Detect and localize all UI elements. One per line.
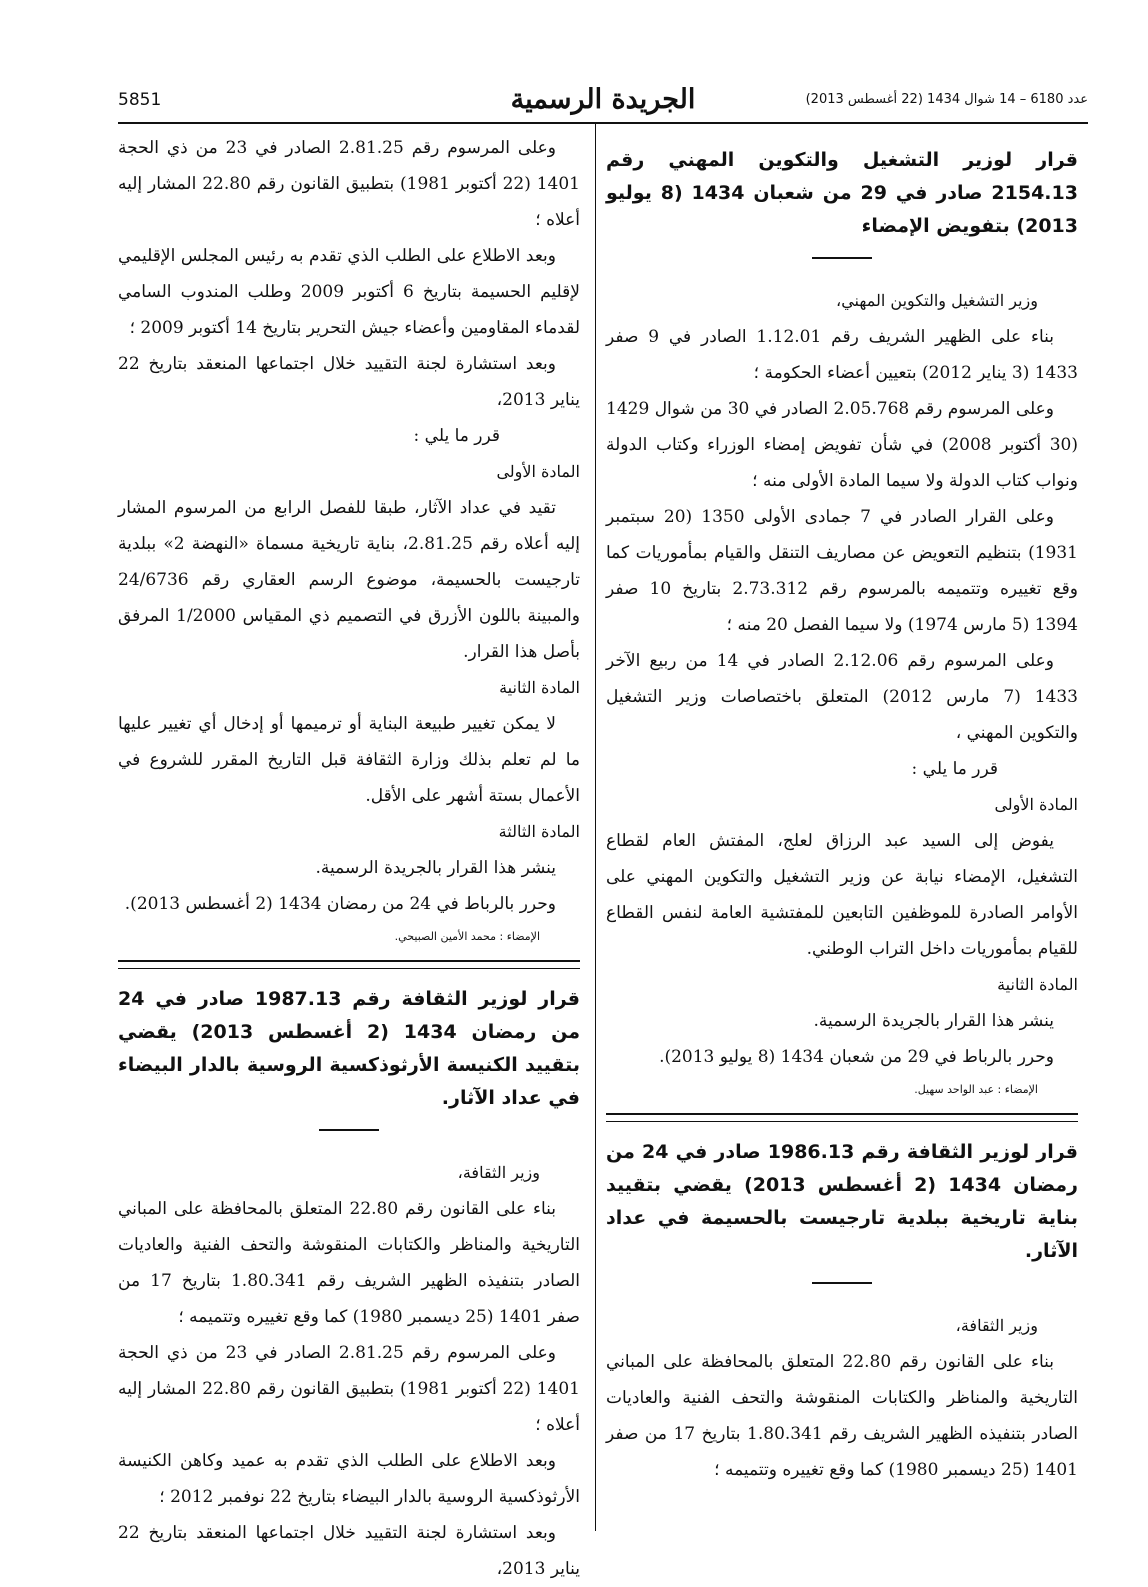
- decision-title-1987: قرار لوزير الثقافة رقم 1987.13 صادر في 24 من رمضان 1434 (2 أغسطس 2013) يقضي بتقييد الكنيسة الأرثوذكسية الروسية بالدار البيضاء في عداد الآثار.: [118, 988, 580, 1109]
- preamble-paragraph: وعلى المرسوم رقم 2.12.06 الصادر في 14 من ربيع الآخر 1433 (7 مارس 2012) المتعلق باختصاصات وزير التشغيل والتكوين المهني ،: [606, 651, 1078, 743]
- right-column: [606, 130, 1078, 1488]
- signature: الإمضاء : عبد الواحد سهيل.: [914, 1083, 1038, 1096]
- section-rule: [118, 968, 580, 969]
- decides-heading: قرر ما يلي :: [911, 759, 998, 779]
- article-heading: المادة الثانية: [499, 678, 580, 697]
- minister-heading: وزير الثقافة،: [457, 1163, 540, 1182]
- decides-heading: قرر ما يلي :: [413, 426, 500, 446]
- preamble-paragraph: بناء على الظهير الشريف رقم 1.12.01 الصادر في 9 صفر 1433 (3 يناير 2012) بتعيين أعضاء الحكومة ؛: [606, 327, 1078, 383]
- section-rule: [606, 1121, 1078, 1122]
- signature: الإمضاء : محمد الأمين الصبيحي.: [394, 930, 540, 943]
- title-separator: [319, 1129, 379, 1131]
- preamble-paragraph: وعلى المرسوم رقم 2.81.25 الصادر في 23 من ذي الحجة 1401 (22 أكتوبر 1981) بتطبيق القانون رقم 22.80 المشار إليه أعلاه ؛: [118, 138, 580, 230]
- article-text: لا يمكن تغيير طبيعة البناية أو ترميمها أو إدخال أي تغيير عليها ما لم تعلم بذلك وزارة الثقافة قبل التاريخ المقرر للشروع في الأعمال بستة أشهر على الأقل.: [118, 714, 580, 806]
- article-heading: المادة الثالثة: [498, 822, 580, 841]
- minister-heading: وزير التشغيل والتكوين المهني،: [836, 291, 1038, 310]
- article-text: تقيد في عداد الآثار، طبقا للفصل الرابع من المرسوم المشار إليه أعلاه رقم 2.81.25، بناية تاريخية مسماة «النهضة 2» ببلدية تارجيست بالحسيمة، موضوع الرسم العقاري رقم 24/6736 والمبينة باللون الأزرق في التصميم ذي المقياس 1/2000 المرفق بأصل هذا القرار.: [118, 498, 580, 662]
- article-text: ينشر هذا القرار بالجريدة الرسمية.: [315, 858, 556, 878]
- decision-title-2154: قرار لوزير التشغيل والتكوين المهني رقم 2154.13 صادر في 29 من شعبان 1434 (8 يوليو 2013) بتفويض الإمضاء: [606, 149, 1078, 237]
- preamble-paragraph: بناء على القانون رقم 22.80 المتعلق بالمحافظة على المباني التاريخية والمناظر والكتابات المنقوشة والتحف الفنية والعاديات الصادر بتنفيذه الظهير الشريف رقم 1.80.341 بتاريخ 17 من صفر 1401 (25 ديسمبر 1980) كما وقع تغييره وتتميمه ؛: [606, 1352, 1078, 1480]
- gazette-title: الجريدة الرسمية: [510, 84, 696, 115]
- article-text: يفوض إلى السيد عبد الرزاق لعلج، المفتش العام لقطاع التشغيل، الإمضاء نيابة عن وزير التشغيل والتكوين المهني على الأوامر الصادرة للموظفين التابعين للمفتشية العامة لنفس القطاع للقيام بمأموريات داخل التراب الوطني.: [606, 831, 1078, 959]
- preamble-paragraph: بناء على القانون رقم 22.80 المتعلق بالمحافظة على المباني التاريخية والمناظر والكتابات المنقوشة والتحف الفنية والعاديات الصادر بتنفيذه الظهير الشريف رقم 1.80.341 بتاريخ 17 من صفر 1401 (25 ديسمبر 1980) كما وقع تغييره وتتميمه ؛: [118, 1199, 581, 1327]
- article-text: ينشر هذا القرار بالجريدة الرسمية.: [813, 1011, 1054, 1031]
- article-heading: المادة الأولى: [994, 795, 1078, 814]
- article-heading: المادة الأولى: [496, 462, 580, 481]
- article-heading: المادة الثانية: [997, 975, 1078, 994]
- page-number: 5851: [118, 90, 162, 110]
- section-rule: [118, 960, 580, 962]
- header-rule: [118, 122, 1088, 124]
- preamble-paragraph: وعلى القرار الصادر في 7 جمادى الأولى 1350 (20 سبتمبر 1931) بتنظيم التعويض عن مصاريف التنقل والقيام بمأموريات كما وقع تغييره وتتميمه بالمرسوم رقم 2.73.312 بتاريخ 10 صفر 1394 (5 مارس 1974) ولا سيما الفصل 20 منه ؛: [606, 507, 1078, 635]
- done-at: وحرر بالرباط في 24 من رمضان 1434 (2 أغسطس 2013).: [124, 894, 556, 914]
- preamble-paragraph: وعلى المرسوم رقم 2.05.768 الصادر في 30 من شوال 1429 (30 أكتوبر 2008) في شأن تفويض إمضاء الوزراء وكتاب الدولة ونواب كتاب الدولة ولا سيما المادة الأولى منه ؛: [606, 399, 1078, 491]
- preamble-paragraph: وبعد استشارة لجنة التقييد خلال اجتماعها المنعقد بتاريخ 22 يناير 2013،: [118, 354, 580, 410]
- title-separator: [812, 1282, 872, 1284]
- page-header: [118, 86, 1088, 120]
- preamble-paragraph: وبعد الاطلاع على الطلب الذي تقدم به رئيس المجلس الإقليمي لإقليم الحسيمة بتاريخ 6 أكتوبر 2009 وطلب المندوب السامي لقدماء المقاومين وأعضاء جيش التحرير بتاريخ 14 أكتوبر 2009 ؛: [118, 246, 580, 338]
- preamble-paragraph: وبعد الاطلاع على الطلب الذي تقدم به عميد وكاهن الكنيسة الأرثوذكسية الروسية بالدار البيضاء بتاريخ 22 نوفمبر 2012 ؛: [118, 1451, 580, 1507]
- issue-line: عدد 6180 – 14 شوال 1434 (22 أغسطس 2013): [805, 92, 1088, 107]
- minister-heading: وزير الثقافة،: [955, 1316, 1038, 1335]
- title-separator: [812, 257, 872, 259]
- done-at: وحرر بالرباط في 29 من شعبان 1434 (8 يوليو 2013).: [659, 1047, 1054, 1067]
- decision-title-1986: قرار لوزير الثقافة رقم 1986.13 صادر في 24 من رمضان 1434 (2 أغسطس 2013) يقضي بتقييد بناية تاريخية ببلدية تارجيست بالحسيمة في عداد الآثار.: [606, 1141, 1078, 1262]
- column-divider: [595, 124, 596, 1531]
- section-rule: [606, 1113, 1078, 1115]
- left-column: [118, 130, 580, 1587]
- preamble-paragraph: وعلى المرسوم رقم 2.81.25 الصادر في 23 من ذي الحجة 1401 (22 أكتوبر 1981) بتطبيق القانون رقم 22.80 المشار إليه أعلاه ؛: [118, 1343, 580, 1435]
- preamble-paragraph: وبعد استشارة لجنة التقييد خلال اجتماعها المنعقد بتاريخ 22 يناير 2013،: [118, 1523, 580, 1579]
